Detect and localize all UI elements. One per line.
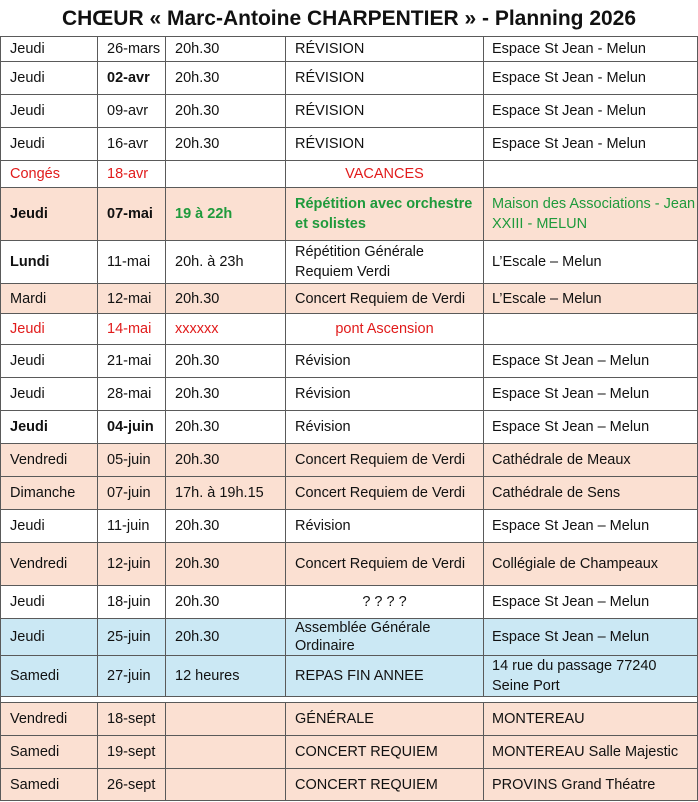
table-row	[1, 378, 698, 411]
activity-cell: RÉVISION	[286, 95, 484, 128]
date-cell: 21-mai	[98, 345, 166, 378]
date-cell: 19-sept	[98, 736, 166, 769]
time-cell: 17h. à 19h.15	[166, 477, 286, 510]
date-cell: 12-mai	[98, 284, 166, 314]
activity-cell: ? ? ? ?	[286, 586, 484, 619]
day-cell: Mardi	[1, 284, 98, 314]
day-cell: Jeudi	[1, 314, 98, 345]
place-cell: Espace St Jean – Melun	[484, 411, 698, 444]
table-row	[1, 619, 698, 656]
date-cell: 18-avr	[98, 161, 166, 188]
date-cell: 11-juin	[98, 510, 166, 543]
activity-cell: GÉNÉRALE	[286, 703, 484, 736]
time-cell: 20h.30	[166, 284, 286, 314]
table-row	[1, 345, 698, 378]
table-row	[1, 95, 698, 128]
table-row	[1, 543, 698, 586]
day-cell: Dimanche	[1, 477, 98, 510]
time-cell: 20h. à 23h	[166, 241, 286, 284]
time-cell: xxxxxx	[166, 314, 286, 345]
place-cell: Espace St Jean - Melun	[484, 95, 698, 128]
place-cell: Espace St Jean – Melun	[484, 510, 698, 543]
table-row	[1, 37, 698, 62]
place-cell: Espace St Jean - Melun	[484, 62, 698, 95]
day-cell: Vendredi	[1, 444, 98, 477]
time-cell: 20h.30	[166, 378, 286, 411]
time-cell: 20h.30	[166, 95, 286, 128]
place-cell: Cathédrale de Meaux	[484, 444, 698, 477]
activity-cell: Concert Requiem de Verdi	[286, 477, 484, 510]
date-cell: 25-juin	[98, 619, 166, 656]
day-cell: Samedi	[1, 736, 98, 769]
activity-cell: Concert Requiem de Verdi	[286, 444, 484, 477]
table-row	[1, 188, 698, 241]
activity-cell: Concert Requiem de Verdi	[286, 284, 484, 314]
activity-cell: RÉVISION	[286, 128, 484, 161]
activity-cell: Révision	[286, 378, 484, 411]
time-cell: 20h.30	[166, 444, 286, 477]
time-cell: 20h.30	[166, 543, 286, 586]
activity-cell: Révision	[286, 411, 484, 444]
date-cell: 18-sept	[98, 703, 166, 736]
table-row	[1, 284, 698, 314]
day-cell: Jeudi	[1, 411, 98, 444]
table-row	[1, 703, 698, 736]
place-cell: MONTEREAU Salle Majestic	[484, 736, 698, 769]
place-cell	[484, 161, 698, 188]
table-row	[1, 62, 698, 95]
activity-cell: Révision	[286, 510, 484, 543]
time-cell: 20h.30	[166, 586, 286, 619]
date-cell: 02-avr	[98, 62, 166, 95]
day-cell: Lundi	[1, 241, 98, 284]
place-cell: Espace St Jean - Melun	[484, 128, 698, 161]
day-cell: Jeudi	[1, 378, 98, 411]
date-cell: 04-juin	[98, 411, 166, 444]
activity-cell: RÉVISION	[286, 62, 484, 95]
table-row	[1, 161, 698, 188]
activity-cell: REPAS FIN ANNEE	[286, 656, 484, 697]
day-cell: Jeudi	[1, 510, 98, 543]
table-row	[1, 510, 698, 543]
date-cell: 27-juin	[98, 656, 166, 697]
day-cell: Jeudi	[1, 62, 98, 95]
date-cell: 26-sept	[98, 769, 166, 801]
activity-cell: VACANCES	[286, 161, 484, 188]
time-cell: 20h.30	[166, 411, 286, 444]
day-cell: Vendredi	[1, 703, 98, 736]
day-cell: Samedi	[1, 769, 98, 801]
place-cell: Espace St Jean – Melun	[484, 586, 698, 619]
time-cell: 20h.30	[166, 619, 286, 656]
table-row	[1, 477, 698, 510]
day-cell: Samedi	[1, 656, 98, 697]
table-row	[1, 241, 698, 284]
activity-cell: Répétition avec orchestre et solistes	[286, 188, 484, 241]
time-cell: 20h.30	[166, 62, 286, 95]
day-cell: Jeudi	[1, 95, 98, 128]
place-cell: 14 rue du passage 77240 Seine Port	[484, 656, 698, 697]
place-cell: Espace St Jean - Melun	[484, 37, 698, 62]
table-row	[1, 656, 698, 697]
time-cell: 20h.30	[166, 128, 286, 161]
day-cell: Jeudi	[1, 128, 98, 161]
date-cell: 28-mai	[98, 378, 166, 411]
time-cell	[166, 736, 286, 769]
planning-table	[0, 36, 698, 801]
time-cell: 12 heures	[166, 656, 286, 697]
date-cell: 18-juin	[98, 586, 166, 619]
place-cell: MONTEREAU	[484, 703, 698, 736]
date-cell: 14-mai	[98, 314, 166, 345]
time-cell	[166, 161, 286, 188]
time-cell: 20h.30	[166, 345, 286, 378]
table-row	[1, 444, 698, 477]
date-cell: 11-mai	[98, 241, 166, 284]
day-cell: Congés	[1, 161, 98, 188]
place-cell: L’Escale – Melun	[484, 284, 698, 314]
table-row	[1, 736, 698, 769]
time-cell: 20h.30	[166, 510, 286, 543]
day-cell: Jeudi	[1, 586, 98, 619]
date-cell: 16-avr	[98, 128, 166, 161]
place-cell: Collégiale de Champeaux	[484, 543, 698, 586]
place-cell: Cathédrale de Sens	[484, 477, 698, 510]
day-cell: Jeudi	[1, 619, 98, 656]
time-cell: 19 à 22h	[166, 188, 286, 241]
place-cell: Maison des Associations - Jean XXIII - MELUN	[484, 188, 698, 241]
time-cell: 20h.30	[166, 37, 286, 62]
activity-cell: CONCERT REQUIEM	[286, 736, 484, 769]
time-cell	[166, 703, 286, 736]
place-cell: Espace St Jean – Melun	[484, 378, 698, 411]
time-cell	[166, 769, 286, 801]
day-cell: Jeudi	[1, 188, 98, 241]
table-row	[1, 769, 698, 801]
date-cell: 05-juin	[98, 444, 166, 477]
day-cell: Vendredi	[1, 543, 98, 586]
date-cell: 12-juin	[98, 543, 166, 586]
table-row	[1, 314, 698, 345]
date-cell: 07-mai	[98, 188, 166, 241]
activity-cell: Concert Requiem de Verdi	[286, 543, 484, 586]
day-cell: Jeudi	[1, 345, 98, 378]
table-row	[1, 586, 698, 619]
day-cell: Jeudi	[1, 37, 98, 62]
table-row	[1, 411, 698, 444]
table-row	[1, 128, 698, 161]
activity-cell: Répétition Générale Requiem Verdi	[286, 241, 484, 284]
place-cell: Espace St Jean – Melun	[484, 345, 698, 378]
activity-cell: Révision	[286, 345, 484, 378]
date-cell: 26-mars	[98, 37, 166, 62]
place-cell: PROVINS Grand Théatre	[484, 769, 698, 801]
date-cell: 09-avr	[98, 95, 166, 128]
page-title: CHŒUR « Marc-Antoine CHARPENTIER » - Planning 2026	[61, 7, 637, 30]
activity-cell: CONCERT REQUIEM	[286, 769, 484, 801]
place-cell	[484, 314, 698, 345]
activity-cell: Assemblée Générale Ordinaire	[286, 619, 484, 656]
place-cell: L’Escale – Melun	[484, 241, 698, 284]
date-cell: 07-juin	[98, 477, 166, 510]
activity-cell: pont Ascension	[286, 314, 484, 345]
place-cell: Espace St Jean – Melun	[484, 619, 698, 656]
activity-cell: RÉVISION	[286, 37, 484, 62]
